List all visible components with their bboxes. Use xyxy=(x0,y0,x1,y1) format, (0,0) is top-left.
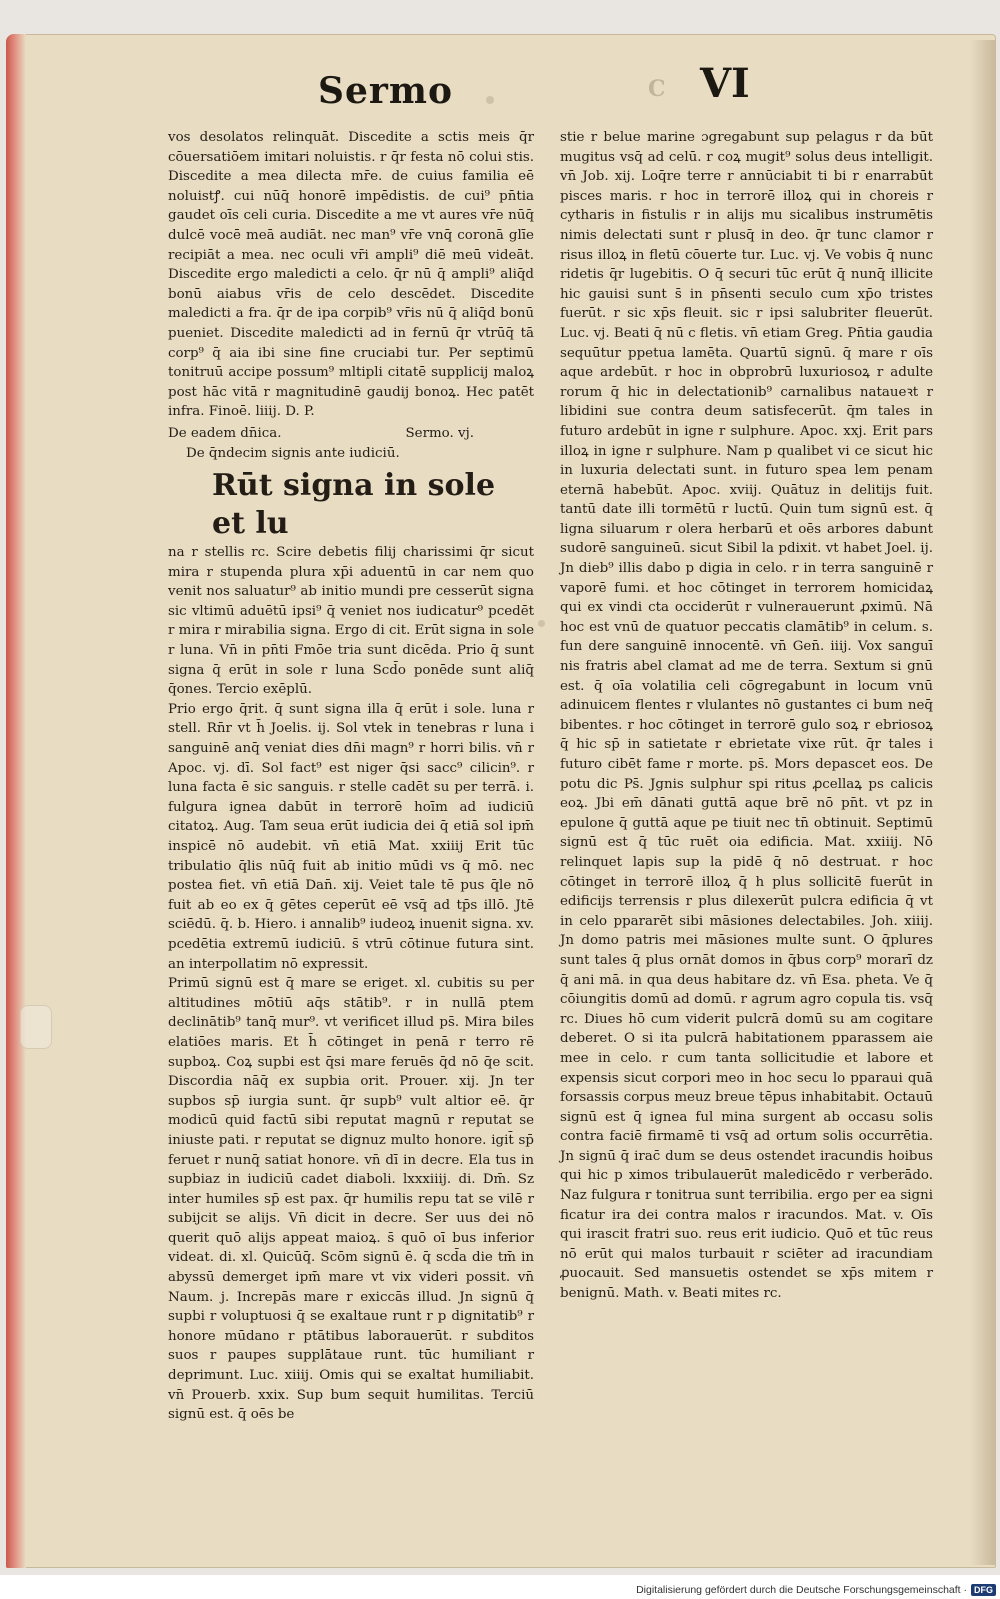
rubric-title: De q̄ndecim signis ante iudiciū. xyxy=(186,445,400,461)
footer-credit: Digitalisierung gefördert durch die Deutsche Forschungsgemeinschaft · xyxy=(636,1584,967,1596)
page-hole xyxy=(486,96,494,104)
page-clip xyxy=(20,1005,52,1049)
left-paragraph: Primū signū est q̄ mare se eriget. xl. cubitis su per altitudines mōtiū aq̄s stātib⁹. r in nullā ptem declinātib⁹ tanq̄ mur⁹. vt verificet illud ps̄. Mira biles elatiōes maris. Et h̄ cōtinget in penā r terro rē supboꝝ. Coꝝ supbi est q̄si mare feruēs q̄d nō q̄e scit. Discordia nāq̄ ex supbia orit. Prouer. xij. Jn ter supbos sp̄ iurgia sunt. q̄r supb⁹ vult altior eē. q̄r modicū quid factū sibi reputat magnū r reputat se iniuste pati. r reputat se dignuz multo honore. igit̄ sp̄ feruet r nunq̄ satiat honore. vn̄ dī in decre. Ela tus in supbiaz in iudiciū cadet diaboli. lxxxiiij. di. Dm̄. Sz inter humiles sp̄ est pax. q̄r humilis repu tat se vilē r subijcit se alijs. Vn̄ dicit in decre. Ser uus dei nō querit quō alijs appeat maioꝝ. s̄ quō oī bus inferior videat. di. xl. Quicūq̄. Scōm signū ē. q̄ scd̄a die tm̄ in abyssū demerget ipm̄ mare vt vix videri possit. vn̄ Naum. j. Increpās mare r exiccās illud. Jn signū q̄ supbi r voluptuosi q̄ se exaltaue runt r p dignitatib⁹ r honore mūdano r ptātibus laborauerūt. r subditos suos r paupes supplātaue runt. tūc humiliant r deprimunt. Luc. xiiij. Omis qui se exaltat humiliabit. vn̄ Prouerb. xxix. Sup bum sequit humilitas. Terciū signū est. q̄ oēs be xyxy=(168,976,534,1423)
digitization-footer xyxy=(636,1584,996,1596)
left-column xyxy=(168,128,534,1425)
left-paragraph: Pri̇o ergo q̄rit. q̄ sunt signa illa q̄ erūt i sole. luna r stell. Rn̄r vt h̄ Joelis. ij. Sol vtek in tenebras r luna i sanguinē anq̄ veniat dies dn̄i magn⁹ r horri bilis. vn̄ r Apoc. vj. dī. Sol fact⁹ est niger q̄si sacc⁹ cilicin⁹. r luna facta ē sic sanguis. r stelle cadēt su per terrā. i. fulgura ignea dabūt in terrorē hoīm ad iudiciū citatoꝝ. Aug. Tam seua erūt iudicia dei q̄ etiā sol ipm̄ inspicē nō audebit. vn̄ etiā Mat. xxiiij Erit tūc tribulatio q̄lis nūq̄ fuit ab initio mūdi vs q̄ mō. nec postea fiet. vn̄ etiā Dan̄. xij. Veiet tale tē pus q̄le nō fuit ab eo ex q̄ gētes ceperūt eē vsq̄ ad tp̄s illō. Jtē sciēdū. q̄. b. Hiero. i annalib⁹ iudeoꝝ inuenit signa. xv. pcedētia extremū iudiciū. s̄ vtrū cōtinue futura sint. an interpollatim nō expressit. xyxy=(168,701,534,972)
folio-number: VI xyxy=(700,60,750,107)
left-paragraph: na r stellis rc. Scire debetis filij charissimi q̄r sicut mira r stupenda plura xp̄i aduentū in car nem quo venit nos saluatur⁹ ab initio mundi pre cesserūt signa sic vltimū aduētū ipsi⁹ q̄ veniet nos iudicatur⁹ pcedēt r mira r mirabilia signa. Ergo di cit. Erūt signa in sole r luna. Vn̄ in pn̄ti Fmōe tria sunt dicēda. Pri̇o q̄ sunt signa q̄ erūt in sole r luna Scd̄o ponēde sunt aliq̄ q̄ones. Tercio exēplū. xyxy=(168,545,534,698)
page-edge-left xyxy=(6,34,26,1568)
right-paragraph: stie r belue marine ɔgregabunt sup pelagus r da būt mugitus vsq̄ ad celū. r coꝝ mugit⁹ solus deus intelligit. vn̄ Job. xij. Loq̄re terre r annūciabit ti bi r enarrabūt pisces maris. r hoc in terrorē illoꝝ qui in choreis r cytharis in fistulis r in alijs mu sicalibus instrumētis nimis delectati sunt r plusq̄ in deo. q̄r tunc clamor r risus illoꝝ in fletū cōuerte tur. Luc. vj. Ve vobis q̄ nunc ridetis q̄r lugebitis. O q̄ securi tūc erūt q̄ nunq̄ illicite hic gauisi sunt s̄ in pn̄senti seculo cum xp̄o tristes fuerūt. r sic xp̄s fleuit. sic r ipsi salubriter fleuerūt. Luc. vj. Beati q̄ nū c fletis. vn̄ etiam Greg. Pn̄tia gaudia sequūtur ppetua lamēta. Quartū signū. q̄ mare r oīs aque ardebūt. r hoc in obprobrū luxuriosoꝝ r adulte rorum q̄ hic in delectationib⁹ carnalibus nataueꝛt r libidini sue contra deum satisfecerūt. q̄m tales in futuro ardebūt in igne r sulphure. Apoc. xxj. Erit pars illoꝝ in igne r sulphure. Nam p qualibet vi ce sicut hic in luxuria delectati sunt. in futuro spea lem penam eternā habebūt. Apoc. xviij. Quātuz in delitijs fuit. tantū date illi tormētū r luctū. Quin tum signū est. q̄ ligna siluarum r olera herbarū et oēs arbores dabunt sudorē sanguineū. sicut Sibil la pdixit. vt habet Joel. ij. Jn dieb⁹ illis dabo p digia in celo. r in terra sanguinē r vaporē fumi. et hoc cōtinget in terrorem homicidaꝝ qui ex vindi cta occiderūt r vulnerauerunt ꝓximū. Nā hoc est vnū de quatuor peccatis clamātib⁹ in celum. s. fun dere sanguinē innocentē. vn̄ Gen̄. iiij. Vox sanguī nis fratris abel clamat ad me de terra. Sextum si gnū est. q̄ oīa volatilia celi cōgregabunt in locum vnū adinuicem flentes r vlulantes nō gustantes ci bum neq̄ bibentes. r hoc cōtinget in terrorē gulo soꝝ r ebriosoꝝ q̄ hic sp̄ in satietate r ebrietate vixe rūt. q̄r tales i futuro cibēt fame r morte. ps̄. Mors depascet eos. De potu dic Ps̄. Jgnis sulphur spi ritus ꝓcellaꝝ ps calicis eoꝝ. Jbi em̄ dānati guttā aque brē nō pn̄t. vt pz in epulone q̄ guttā aque pe tiuit nec tn̄ obtinuit. Septimū signū est q̄ tūc ruēt oia edificia. Mat. xxiiij. Nō relinquet lapis sup la pidē q̄ nō destruat. r hoc cōtinget in terrorē illoꝝ q̄ h plus sollicitē fuerūt in edificijs terrensis r plus dilexerūt pulcra edificia q̄ vt in celo ppararēt sibi māsiones delectabiles. Joh. xiiij. Jn domo patris mei māsiones multe sunt. O q̄plures sunt tales q̄ plus ornāt domos in q̄bus corp⁹ morarī dz q̄ ani mā. in qua deus habitare dz. vn̄ Esa. pheta. Ve q̄ cōiungitis domū ad domū. r agrum agro copula tis. vsq̄ rc. Diues hō cum viderit pulcrā domū su am cogitare deberet. O si ita pulcrā habitationem pparassem aie mee in celo. r cum tanta sollicitudie et labore et expensis sicut corpori meo in hoc secu lo pparaui quā forsassis corpus meuz breue tēpus inhabitabit. Octauū signū est q̄ ignea ful mina surgent ab occasu solis contra faciē firmamē ti vsq̄ ad ortum solis occurrētia. Jn signū q̄ irac̄ dum se deus ostendet iracundis hoibus qui hic p ximos tribulauerūt maledicēdo r verberādo. Naz fulgura r tonitrua sunt terribilia. ergo per ea signi ficatur ira dei contra malos r iracundos. Mat. v. Oīs qui irascit fratri suo. reus erit iudicio. Quō et tūc reus nō erūt qui malos turbauit r sciēter ad iracundiam ꝓuocauit. Sed mansuetis ostendet se xp̄s mitem r benignū. Math. v. Beati mites rc. xyxy=(560,130,933,1302)
folio-faint-letter: C xyxy=(648,76,666,102)
incipit-heading: Rūt signa in sole et lu xyxy=(212,468,496,542)
page-hole xyxy=(538,620,545,627)
left-paragraph: vos desolatos relinquāt. Discedite a sctis meis q̄r cōuersatiōem imitari noluistis. r q̄r festa nō colui stis. Discedite a mea dilecta mr̄e. de cuius familia eē noluistꝭ. cui nūq̄ honorē impēdistis. de cui⁹ pn̄tia gaudet oīs celi curia. Discedite a me vt aures vr̄e nūq̄ dulcē vocē meā audiāt. nec man⁹ vr̄e vnq̄ coronā glīe recipiāt a mea. nec oculi vr̄i ampli⁹ diē meū videāt. Discedite ergo maledicti a celo. q̄r nū q̄ ampli⁹ aliq̄d bonū aiabus vr̄is de celo descēdet. Discedite maledicti a fra. q̄r de ipa corpib⁹ vr̄is nū q̄ aliq̄d bonū pueniet. Discedite maledicti ad in fernū q̄r vtrūq̄ tā corp⁹ q̄ aia ibi sine fine cruciabi tur. Per septimū tonitruū accipe possum⁹ mltipli citatē supplicij maloꝝ post hāc vitā r magnitudinē gaudij bonoꝝ. Hec patēt infra. Finoē. liiij. D. P. xyxy=(168,130,534,420)
dfg-logo: DFG xyxy=(971,1584,996,1596)
rubric-sermo-number: Sermo. vj. xyxy=(405,425,474,441)
running-title: Sermo xyxy=(318,70,453,112)
right-column xyxy=(560,128,933,1304)
page-edge-right xyxy=(970,40,996,1565)
rubric-dominica: De eadem dn̄ica. xyxy=(168,425,282,441)
rubric-line xyxy=(168,424,534,444)
